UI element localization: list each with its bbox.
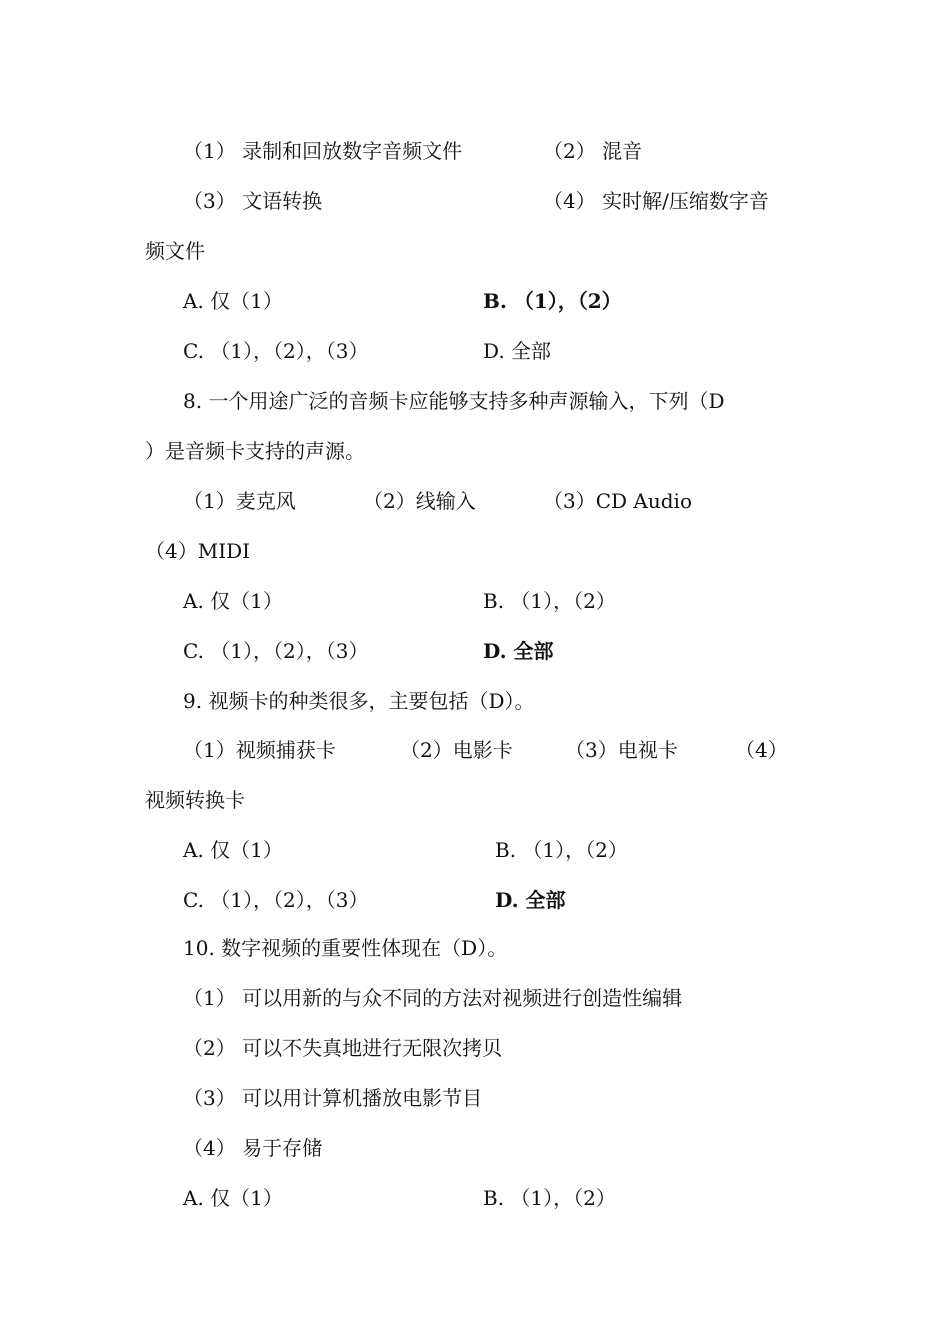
q10-item-1: （1） 可以用新的与众不同的方法对视频进行创造性编辑	[183, 986, 683, 1010]
q9-choice-c: C. （1），（2），（3）	[183, 888, 369, 912]
q7-choice-b: B. （1），（2）	[483, 289, 622, 313]
q9-choice-a: A. 仅（1）	[183, 838, 283, 862]
q7-choice-c: C. （1），（2），（3）	[183, 339, 369, 363]
q8-item-1: （1）麦克风	[183, 489, 296, 513]
q7-choice-a: A. 仅（1）	[183, 289, 283, 313]
q9-stem: 9. 视频卡的种类很多，主要包括（D）。	[183, 689, 535, 713]
q10-item-2: （2） 可以不失真地进行无限次拷贝	[183, 1036, 503, 1060]
q9-item-4: （4）	[735, 738, 788, 762]
q9-choice-b: B. （1），（2）	[495, 838, 628, 862]
q9-choice-d: D. 全部	[495, 888, 566, 912]
q7-item-4-continuation: 频文件	[145, 239, 205, 263]
q9-item-1: （1）视频捕获卡	[183, 738, 336, 762]
q8-stem-line-1: 8. 一个用途广泛的音频卡应能够支持多种声源输入，下列（D	[183, 389, 725, 413]
q8-item-3: （3）CD Audio	[543, 489, 692, 513]
q9-item-3: （3）电视卡	[565, 738, 678, 762]
q10-choice-a: A. 仅（1）	[183, 1186, 283, 1210]
q7-item-2: （2） 混音	[543, 139, 643, 163]
q8-item-4: （4）MIDI	[145, 539, 251, 563]
q7-item-3: （3） 文语转换	[183, 189, 323, 213]
q7-item-1: （1） 录制和回放数字音频文件	[183, 139, 463, 163]
q8-choice-b: B. （1），（2）	[483, 589, 616, 613]
q7-item-4: （4） 实时解/压缩数字音	[543, 189, 769, 213]
q10-item-3: （3） 可以用计算机播放电影节目	[183, 1086, 483, 1110]
q9-item-4-continuation: 视频转换卡	[145, 788, 245, 812]
q7-choice-d: D. 全部	[483, 339, 552, 363]
q8-item-2: （2）线输入	[363, 489, 476, 513]
q10-choice-b: B. （1），（2）	[483, 1186, 616, 1210]
q10-item-4: （4） 易于存储	[183, 1136, 323, 1160]
q10-stem: 10. 数字视频的重要性体现在（D）。	[183, 936, 508, 960]
q8-choice-a: A. 仅（1）	[183, 589, 283, 613]
q8-choice-d: D. 全部	[483, 639, 554, 663]
q8-stem-line-2: ）是音频卡支持的声源。	[145, 439, 365, 463]
q9-item-2: （2）电影卡	[400, 738, 513, 762]
q8-choice-c: C. （1），（2），（3）	[183, 639, 369, 663]
